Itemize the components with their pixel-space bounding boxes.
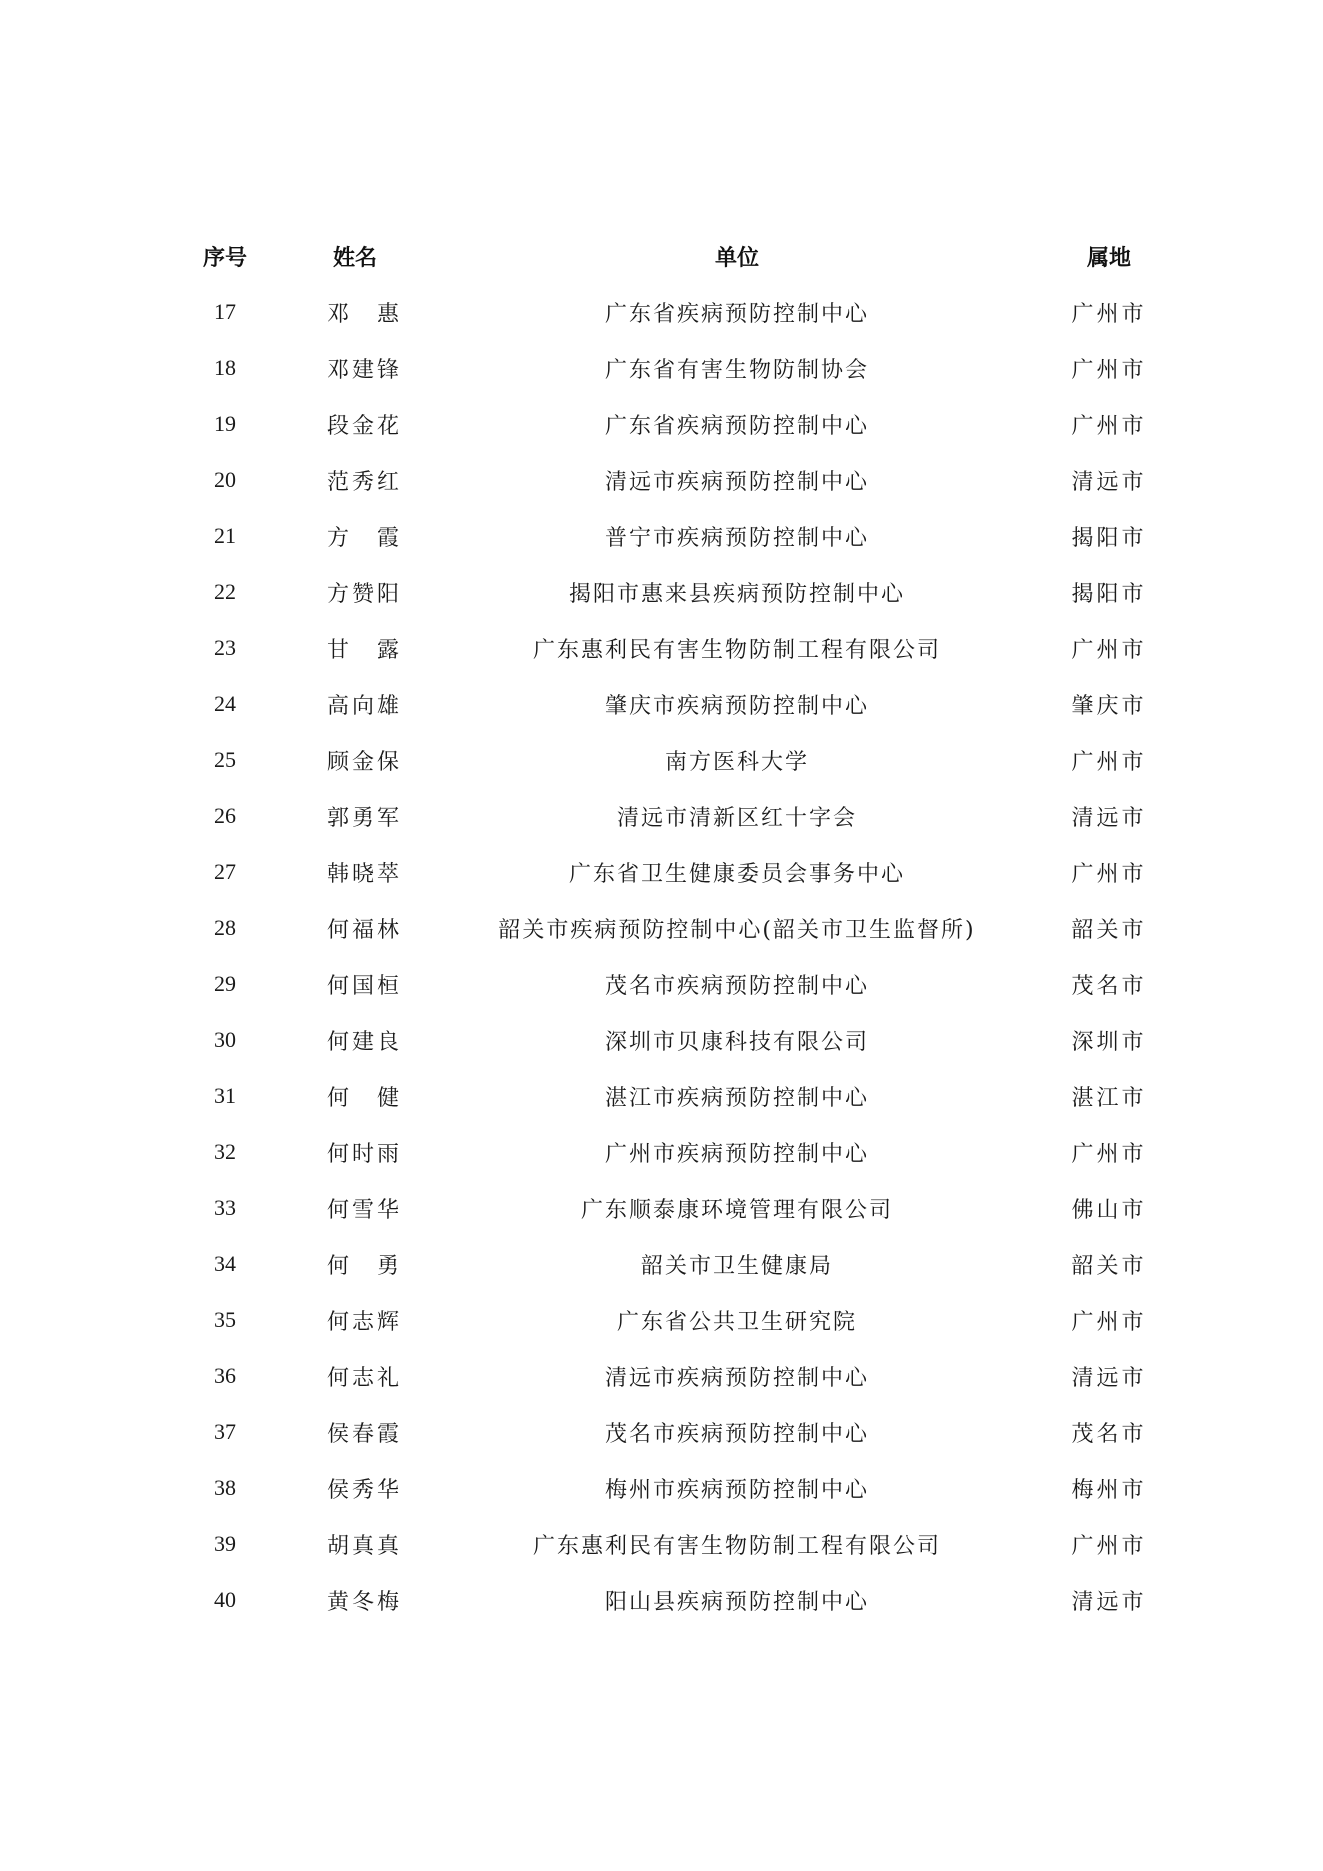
person-name: 高向雄: [327, 693, 403, 719]
organization-unit: 普宁市疾病预防控制中心: [604, 525, 869, 551]
region: 广州市: [1071, 861, 1147, 887]
person-name: 郭勇军: [327, 805, 403, 831]
organization-unit: 湛江市疾病预防控制中心: [604, 1085, 869, 1111]
region: 广州市: [1071, 301, 1147, 327]
person-name: 何时雨: [327, 1141, 403, 1167]
table-row: [170, 1236, 1174, 1292]
person-name: 何福林: [327, 917, 403, 943]
row-number: 26: [214, 803, 236, 828]
person-name: 方赞阳: [327, 581, 403, 607]
table-row: [170, 508, 1174, 564]
row-number: 18: [214, 355, 236, 380]
person-name: 顾金保: [327, 749, 403, 775]
table-row: [170, 564, 1174, 620]
person-name: 侯秀华: [327, 1477, 403, 1503]
region: 茂名市: [1071, 973, 1147, 999]
person-name: 何 勇: [327, 1253, 403, 1279]
organization-unit: 梅州市疾病预防控制中心: [604, 1477, 869, 1503]
table-row: [170, 1572, 1174, 1628]
person-name: 何 健: [327, 1085, 403, 1111]
row-number: 25: [214, 747, 236, 772]
region: 清远市: [1071, 1589, 1147, 1615]
region: 茂名市: [1071, 1421, 1147, 1447]
person-name: 邓建锋: [327, 357, 403, 383]
organization-unit: 广东省卫生健康委员会事务中心: [568, 861, 905, 887]
region: 湛江市: [1071, 1085, 1147, 1111]
region: 广州市: [1071, 637, 1147, 663]
organization-unit: 阳山县疾病预防控制中心: [604, 1589, 869, 1615]
person-name: 侯春霞: [327, 1421, 403, 1447]
row-number: 35: [214, 1307, 236, 1332]
region: 揭阳市: [1071, 525, 1147, 551]
region: 佛山市: [1071, 1197, 1147, 1223]
row-number: 40: [214, 1587, 236, 1612]
row-number: 31: [214, 1083, 236, 1108]
person-name: 方 霞: [327, 525, 403, 551]
organization-unit: 清远市疾病预防控制中心: [604, 469, 869, 495]
person-name: 何志礼: [327, 1365, 403, 1391]
region: 韶关市: [1071, 917, 1147, 943]
person-name: 范秀红: [327, 469, 403, 495]
organization-unit: 广东省有害生物防制协会: [604, 357, 869, 383]
person-name: 段金花: [327, 413, 403, 439]
organization-unit: 广东省公共卫生研究院: [616, 1309, 857, 1335]
table-row: [170, 676, 1174, 732]
region: 揭阳市: [1071, 581, 1147, 607]
header-row: [170, 228, 1174, 284]
table-row: [170, 844, 1174, 900]
table-row: [170, 1012, 1174, 1068]
row-number: 36: [214, 1363, 236, 1388]
region: 肇庆市: [1071, 693, 1147, 719]
table-row: [170, 1404, 1174, 1460]
organization-unit: 韶关市卫生健康局: [640, 1253, 833, 1279]
row-number: 28: [214, 915, 236, 940]
region: 广州市: [1071, 1533, 1147, 1559]
table-row: [170, 900, 1174, 956]
person-name: 邓 惠: [327, 301, 403, 327]
region: 韶关市: [1071, 1253, 1147, 1279]
header-no: 序号: [202, 245, 247, 271]
row-number: 17: [214, 299, 236, 324]
region: 深圳市: [1071, 1029, 1147, 1055]
table-row: [170, 620, 1174, 676]
row-number: 29: [214, 971, 236, 996]
region: 清远市: [1071, 805, 1147, 831]
row-number: 38: [214, 1475, 236, 1500]
row-number: 34: [214, 1251, 236, 1276]
table-row: [170, 1348, 1174, 1404]
person-name: 何建良: [327, 1029, 403, 1055]
region: 梅州市: [1071, 1477, 1147, 1503]
table-row: [170, 1460, 1174, 1516]
person-name: 韩晓萃: [327, 861, 403, 887]
table-row: [170, 396, 1174, 452]
region: 清远市: [1071, 1365, 1147, 1391]
organization-unit: 广东顺泰康环境管理有限公司: [580, 1197, 893, 1223]
table-row: [170, 732, 1174, 788]
table-row: [170, 788, 1174, 844]
row-number: 20: [214, 467, 236, 492]
region: 广州市: [1071, 357, 1147, 383]
organization-unit: 揭阳市惠来县疾病预防控制中心: [568, 581, 905, 607]
table-row: [170, 1124, 1174, 1180]
organization-unit: 清远市疾病预防控制中心: [604, 1365, 869, 1391]
table-row: [170, 1292, 1174, 1348]
row-number: 23: [214, 635, 236, 660]
person-name: 何国桓: [327, 973, 403, 999]
row-number: 27: [214, 859, 236, 884]
table-row: [170, 1180, 1174, 1236]
header-region: 属地: [1086, 245, 1131, 271]
row-number: 21: [214, 523, 236, 548]
organization-unit: 广州市疾病预防控制中心: [604, 1141, 869, 1167]
region: 广州市: [1071, 749, 1147, 775]
row-number: 39: [214, 1531, 236, 1556]
header-name: 姓名: [332, 245, 377, 271]
organization-unit: 肇庆市疾病预防控制中心: [604, 693, 869, 719]
table-row: [170, 340, 1174, 396]
region: 广州市: [1071, 1141, 1147, 1167]
organization-unit: 广东惠利民有害生物防制工程有限公司: [532, 637, 941, 663]
organization-unit: 茂名市疾病预防控制中心: [604, 1421, 869, 1447]
organization-unit: 清远市清新区红十字会: [616, 805, 857, 831]
person-name: 甘 露: [327, 637, 403, 663]
person-name: 胡真真: [327, 1533, 403, 1559]
row-number: 32: [214, 1139, 236, 1164]
region: 清远市: [1071, 469, 1147, 495]
table-header: [170, 228, 1174, 284]
table-row: [170, 956, 1174, 1012]
row-number: 24: [214, 691, 236, 716]
table-row: [170, 1068, 1174, 1124]
row-number: 37: [214, 1419, 236, 1444]
row-number: 30: [214, 1027, 236, 1052]
organization-unit: 广东惠利民有害生物防制工程有限公司: [532, 1533, 941, 1559]
organization-unit: 茂名市疾病预防控制中心: [604, 973, 869, 999]
person-name: 何雪华: [327, 1197, 403, 1223]
organization-unit: 深圳市贝康科技有限公司: [604, 1029, 869, 1055]
region: 广州市: [1071, 1309, 1147, 1335]
organization-unit: 广东省疾病预防控制中心: [604, 413, 869, 439]
table-row: [170, 452, 1174, 508]
person-name: 黄冬梅: [327, 1589, 403, 1615]
row-number: 19: [214, 411, 236, 436]
person-name: 何志辉: [327, 1309, 403, 1335]
table-row: [170, 1516, 1174, 1572]
organization-unit: 广东省疾病预防控制中心: [604, 301, 869, 327]
row-number: 33: [214, 1195, 236, 1220]
organization-unit: 南方医科大学: [664, 749, 809, 775]
table-row: [170, 284, 1174, 340]
table-body: [170, 284, 1174, 1628]
region: 广州市: [1071, 413, 1147, 439]
roster-table: [170, 228, 1174, 1628]
organization-unit: 韶关市疾病预防控制中心(韶关市卫生监督所): [498, 917, 976, 943]
row-number: 22: [214, 579, 236, 604]
header-unit: 单位: [714, 245, 759, 271]
